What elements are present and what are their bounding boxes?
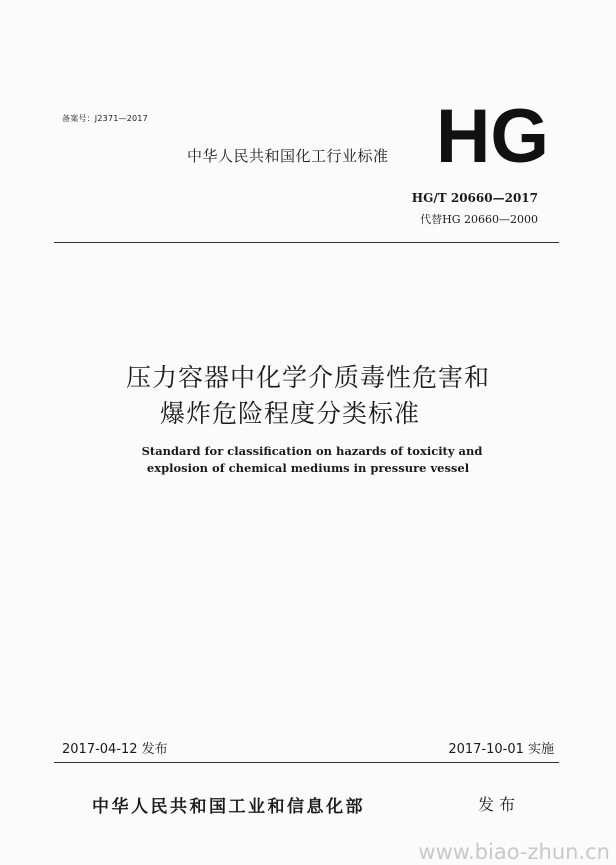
title-zh-line2: 爆炸危险程度分类标准 xyxy=(159,399,420,428)
title-en-line1: Standard for classification on hazards of toxicity and xyxy=(141,444,483,458)
title-en-line2: explosion of chemical mediums in pressure vessel xyxy=(146,461,470,475)
logo-text: HG xyxy=(436,104,549,166)
watermark: www.biao-zhun.cn xyxy=(418,840,610,864)
record-number: 备案号：J2371—2017 xyxy=(62,114,148,123)
header-divider xyxy=(54,242,559,243)
publish-label: 发布 xyxy=(478,795,521,814)
implementation-date: 2017-10-01 实施 xyxy=(448,742,554,757)
hg-logo xyxy=(436,104,549,166)
footer-divider xyxy=(54,762,559,763)
replaces-standard: 代替HG 20660—2000 xyxy=(420,213,538,226)
issuer-ministry: 中华人民共和国工业和信息化部 xyxy=(92,797,365,817)
issue-date: 2017-04-12 发布 xyxy=(62,742,168,757)
title-zh-line1: 压力容器中化学介质毒性危害和 xyxy=(125,363,490,392)
industry-standard-label: 中华人民共和国化工行业标准 xyxy=(187,147,389,165)
standard-number: HG/T 20660—2017 xyxy=(411,191,538,205)
